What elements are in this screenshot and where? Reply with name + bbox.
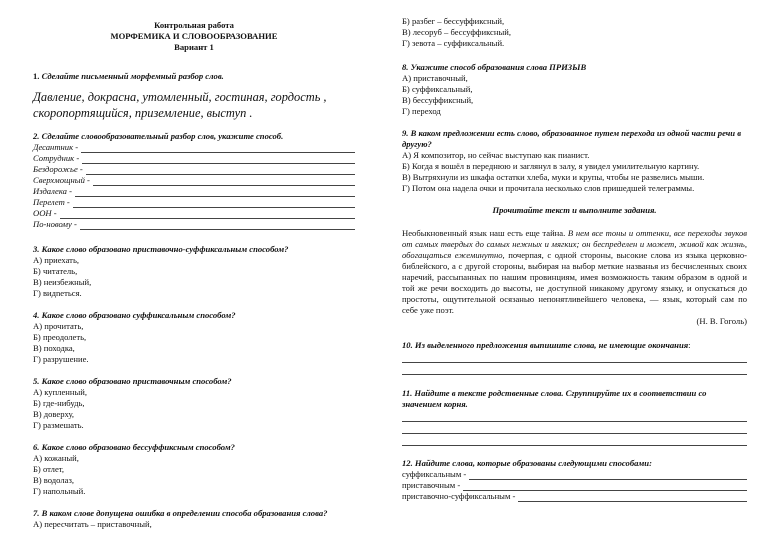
question-1 <box>33 71 355 82</box>
question-1-number: 1. <box>33 71 40 81</box>
question-4-text: 4. Какое слово образовано суффиксальным способом? <box>33 310 236 320</box>
option-b[interactable]: Б) суффиксальный, <box>402 84 473 94</box>
answer-field[interactable]: ООН - <box>33 208 355 219</box>
option-a[interactable]: А) кожаный, <box>33 453 79 463</box>
answer-line[interactable] <box>402 351 747 363</box>
question-1-text: Сделайте письменный морфемный разбор слов. <box>41 71 224 81</box>
option-d[interactable]: Г) разрушение. <box>33 354 89 364</box>
answer-field[interactable]: Сверхмощный - <box>33 175 355 186</box>
option-d[interactable]: Г) напольный. <box>33 486 86 496</box>
option-a[interactable]: А) приехать, <box>33 255 80 265</box>
answer-field[interactable]: Перелет - <box>33 197 355 208</box>
doc-variant: Вариант 1 <box>174 42 214 52</box>
option-c[interactable]: В) походка, <box>33 343 75 353</box>
answer-line[interactable] <box>402 363 747 375</box>
option-c[interactable]: В) доверху, <box>33 409 75 419</box>
question-7-text: 7. В каком слове допущена ошибка в определении способа образования слова? <box>33 508 328 518</box>
highlighted-sentence: В нем все тоны и оттенки, все переходы звуков от самых твердых до самых нежных и мягких; он беспределен и может, живой как жизнь, обогащаться ежеминутно, <box>402 228 747 260</box>
option-c[interactable]: В) бессуффиксный, <box>402 95 474 105</box>
doc-subtitle: МОРФЕМИКА И СЛОВООБРАЗОВАНИЕ <box>110 31 278 41</box>
option-b[interactable]: Б) разбег – бессуффиксный, <box>402 16 505 26</box>
question-6-text: 6. Какое слово образовано бессуффиксным способом? <box>33 442 235 452</box>
option-d[interactable]: Г) Потом она надела очки и прочитала несколько слов пришедшей телеграммы. <box>402 183 695 193</box>
question-3-text: 3. Какое слово образовано приставочно-суффиксальным способом? <box>33 244 289 254</box>
text-author: (Н. В. Гоголь) <box>696 316 747 326</box>
option-d[interactable]: Г) размешать. <box>33 420 84 430</box>
question-9-text: 9. В каком предложении есть слово, образованное путем перехода из одной части речи в другую? <box>402 128 742 149</box>
question-2-fields <box>33 142 355 230</box>
answer-field[interactable]: приставочным - <box>402 480 747 491</box>
reading-text: Необыкновенный язык наш есть еще тайна. В нем все тоны и оттенки, все переходы звуков от самых твердых до самых нежных и мягких; он беспределен и может, живой как жизнь, обогащаться ежеминутно, почерпая, с одной стороны, высокие слова из языка церковно-библейского, а с другой стороны, выбирая на выбор меткие названья из бесчисленных своих наречий, рассыпанных по нашим провинциям, имея возможность таким образом в одной и той же речи восходить до высоты, не доступной никакому другому языку, и опускаться до простоты, ощутительной осязанью непонятливейшего человека, — язык, который сам по себе уже поэт. <box>402 228 747 315</box>
option-a[interactable]: А) приставочный, <box>402 73 468 83</box>
question-10: 10. Из выделенного предложения выпишите слова, не имеющие окончания: <box>402 340 691 350</box>
answer-field[interactable]: По-новому - <box>33 219 355 230</box>
question-1-words: Давление, докрасна, утомленный, гостиная, гордость , скоропортящийся, приземление, выступ . <box>33 90 327 120</box>
right-column <box>402 0 747 502</box>
option-b[interactable]: Б) преодолеть, <box>33 332 87 342</box>
task-heading: Прочитайте текст и выполните задания. <box>492 205 657 215</box>
doc-title: Контрольная работа <box>154 20 234 30</box>
answer-field[interactable]: суффиксальным - <box>402 469 747 480</box>
option-c[interactable]: В) водолаз, <box>33 475 74 485</box>
option-c[interactable]: В) лесоруб – бессуффиксный, <box>402 27 511 37</box>
option-a[interactable]: А) Я композитор, но сейчас выступаю как пианист. <box>402 150 590 160</box>
answer-line[interactable] <box>402 410 747 422</box>
option-a[interactable]: А) прочитать, <box>33 321 84 331</box>
answer-line[interactable] <box>402 434 747 446</box>
question-11-text: 11. Найдите в тексте родственные слова. Сгруппируйте их в соответствии со значением корня. <box>402 388 707 409</box>
option-b[interactable]: Б) отлет, <box>33 464 65 474</box>
option-c[interactable]: В) неизбежный, <box>33 277 92 287</box>
question-12-text: 12. Найдите слова, которые образованы следующими способами: <box>402 458 652 468</box>
option-b[interactable]: Б) Когда я вошёл в переднюю и заглянул в залу, я увидел умилительную картину. <box>402 161 700 171</box>
answer-field[interactable]: Бездорожье - <box>33 164 355 175</box>
question-5-text: 5. Какое слово образовано приставочным способом? <box>33 376 232 386</box>
option-d[interactable]: Г) видneться. <box>33 288 82 298</box>
option-d[interactable]: Г) переход <box>402 106 441 116</box>
answer-field[interactable]: Десантник - <box>33 142 355 153</box>
option-b[interactable]: Б) читатель, <box>33 266 78 276</box>
option-b[interactable]: Б) где-нибудь, <box>33 398 85 408</box>
answer-line[interactable] <box>402 422 747 434</box>
question-2-text: 2. Сделайте словообразовательный разбор слов, укажите способ. <box>33 131 284 141</box>
question-8-text: 8. Укажите способ образования слова ПРИЗЫВ <box>402 62 587 72</box>
answer-field[interactable]: приставочно-суффиксальным - <box>402 491 747 502</box>
option-c[interactable]: В) Вытряхнули из шкафа остатки хлеба, муки и крупы, чтобы не развелись мыши. <box>402 172 705 182</box>
option-a[interactable]: А) купленный, <box>33 387 87 397</box>
answer-field[interactable]: Издалека - <box>33 186 355 197</box>
left-column <box>33 0 355 530</box>
option-a[interactable]: А) пересчитать – приставочный, <box>33 519 152 529</box>
option-d[interactable]: Г) зевота – суффиксальный. <box>402 38 505 48</box>
answer-field[interactable]: Сотрудник - <box>33 153 355 164</box>
